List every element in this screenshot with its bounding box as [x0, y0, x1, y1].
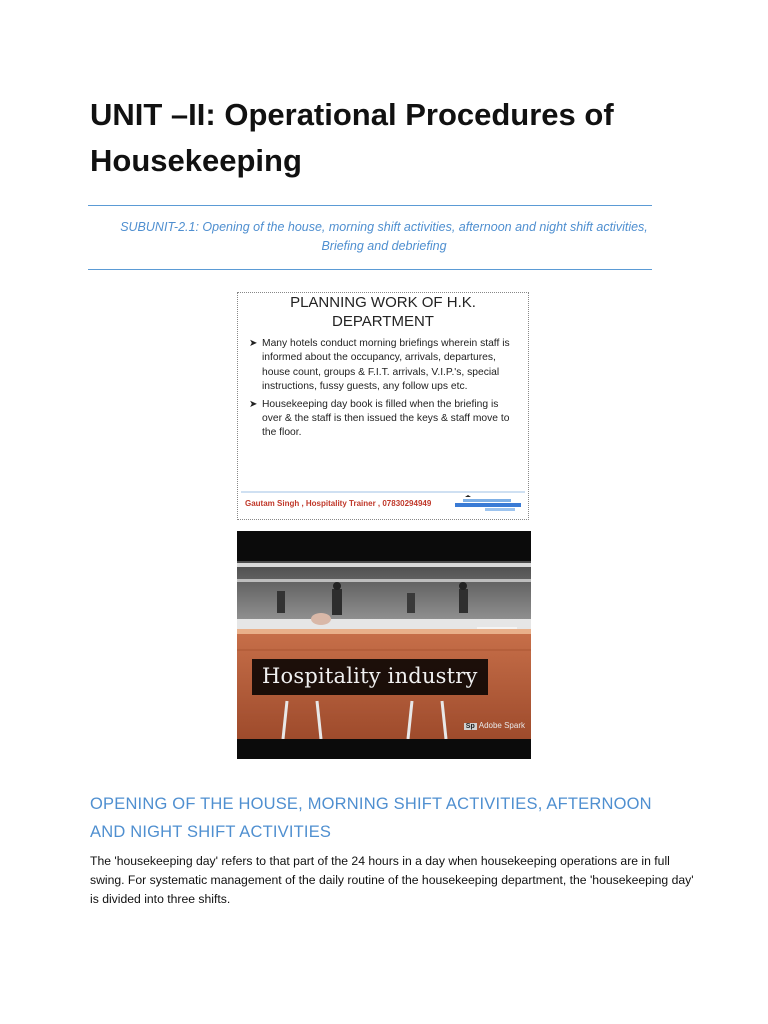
slide-title-line1: PLANNING WORK OF H.K.: [290, 294, 476, 311]
top-divider: [88, 205, 652, 206]
slide-bullet-list: [249, 337, 520, 441]
bottom-divider: [88, 269, 652, 270]
page-title: UNIT –II: Operational Procedures of Housekeeping: [90, 97, 614, 178]
photo-banner-text: Hospitality industry: [262, 664, 478, 688]
hospitality-photo: [237, 531, 531, 759]
adobe-spark-watermark: [464, 721, 525, 730]
adobe-spark-text: Adobe Spark: [478, 721, 525, 730]
adobe-spark-icon: Sp: [465, 723, 475, 730]
slide-bullet-text: Housekeeping day book is filled when the briefing is over & the staff is then issued the keys & staff move to the floor.: [262, 398, 510, 439]
photo-banner: [252, 659, 488, 695]
hotel-trainer-logo-icon: [455, 495, 521, 513]
section-heading: OPENING OF THE HOUSE, MORNING SHIFT ACTIVITIES, AFTERNOON AND NIGHT SHIFT ACTIVITIES: [90, 795, 652, 841]
slide-bullet: [249, 337, 520, 395]
slide-title-line2: DEPARTMENT: [332, 313, 434, 330]
slide-title: [238, 293, 528, 331]
slide-bullet-text: Many hotels conduct morning briefings wherein staff is informed about the occupancy, arrivals, departures, house count, groups & F.I.T. arrivals, V.I.P.'s, special instructions, fussy guests, any follow ups etc.: [262, 338, 510, 393]
slide-credit: Gautam Singh , Hospitality Trainer , 07830294949: [245, 499, 432, 508]
arrow-bullet-icon: ➤: [249, 398, 258, 410]
body-paragraph: The 'housekeeping day' refers to that part of the 24 hours in a day when housekeeping operations are in full swing. For systematic management of the daily routine of the housekeeping department, the 'housekeeping day' is divided into three shifts.: [90, 854, 694, 906]
slide-bullet: [249, 398, 520, 441]
slide-image: [237, 292, 529, 520]
slide-footer: [241, 491, 525, 517]
subunit-caption: SUBUNIT-2.1: Opening of the house, morning shift activities, afternoon and night shift activities, Briefing and debriefing: [120, 220, 648, 253]
arrow-bullet-icon: ➤: [249, 338, 258, 349]
